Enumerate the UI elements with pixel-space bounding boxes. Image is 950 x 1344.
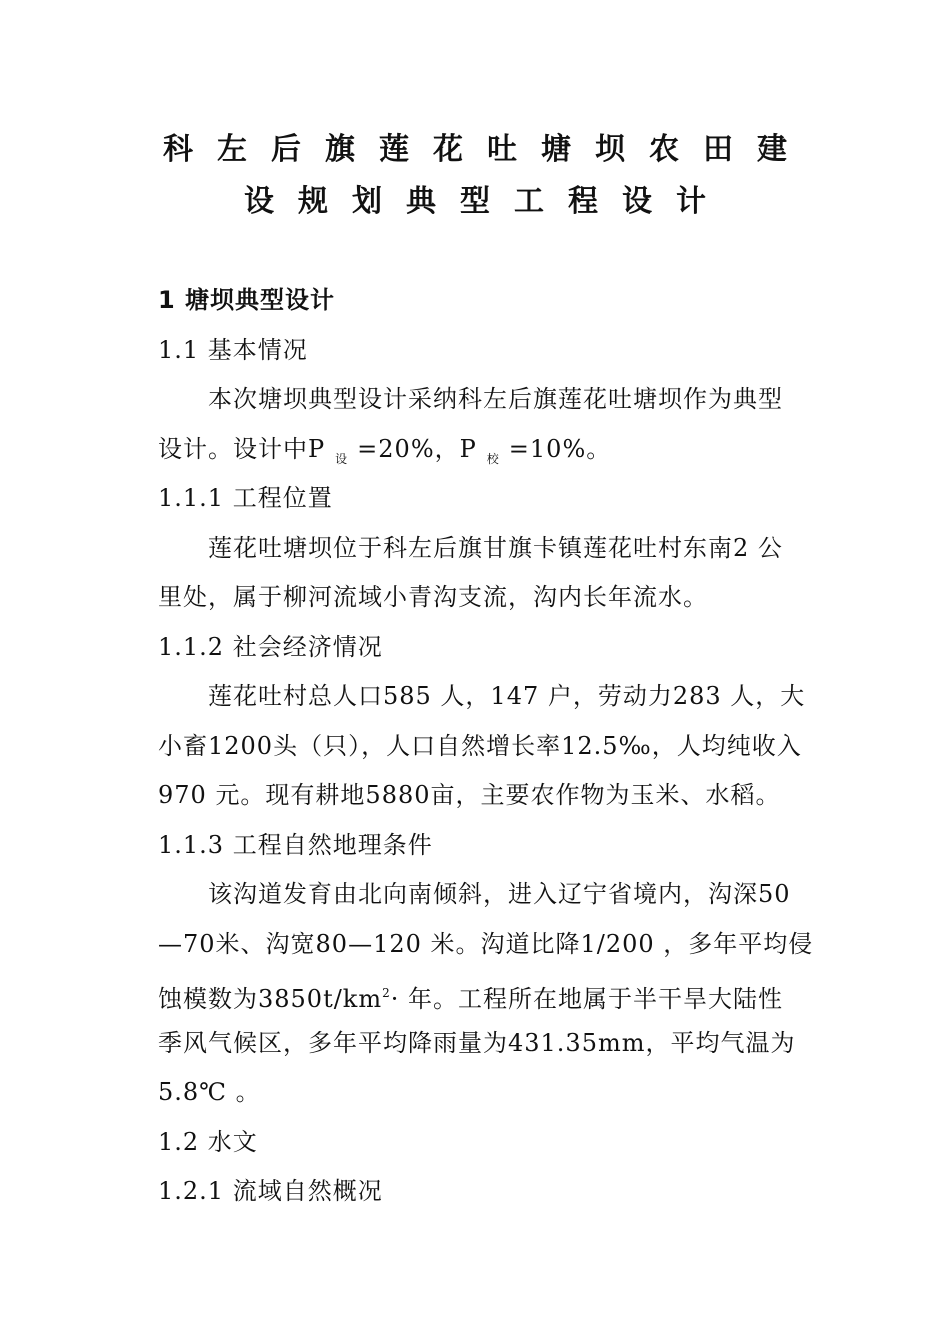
document-title-line-2: 设规划典型工程设计 [244,184,730,219]
paragraph-location-line-1: 莲花吐塘坝位于科左后旗甘旗卡镇莲花吐村东南2 公 [208,534,783,562]
paragraph-geography-line-1: 该沟道发育由北向南倾斜，进入辽宁省境内，沟深50 [208,880,791,908]
paragraph-geography-line-3 [158,976,783,1016]
design-text-b: =20%，P [357,435,477,463]
section-heading-1-1-3: 1.1.3 工程自然地理条件 [158,831,433,859]
paragraph-basic-line-2 [158,432,611,476]
section-heading-1-1-1: 1.1.1 工程位置 [158,484,333,512]
subscript-check: 校 [486,452,499,466]
paragraph-location-line-2: 里处，属于柳河流域小青沟支流，沟内长年流水。 [158,583,708,611]
section-heading-1-1-2: 1.1.2 社会经济情况 [158,633,383,661]
design-text-c: =10%。 [508,435,612,463]
erosion-text-b: · 年。工程所在地属于半干旱大陆性 [390,985,784,1013]
paragraph-geography-line-4: 季风气候区，多年平均降雨量为431.35mm，平均气温为 [158,1029,796,1057]
paragraph-geography-line-2: —70米、沟宽80—120 米。沟道比降1/200 ，多年平均侵 [158,930,814,958]
document-title-line-1: 科左后旗莲花吐塘坝农田建 [163,132,811,167]
section-heading-1-1: 1.1 基本情况 [158,336,308,364]
subscript-design: 设 [335,452,348,466]
paragraph-economy-line-2: 小畜1200头（只），人口自然增长率12.5‰，人均纯收入 [158,732,802,760]
paragraph-economy-line-3: 970 元。现有耕地5880亩，主要农作物为玉米、水稻。 [158,781,781,809]
paragraph-basic-line-1: 本次塘坝典型设计采纳科左后旗莲花吐塘坝作为典型 [208,385,783,413]
paragraph-geography-line-5: 5.8℃ 。 [158,1078,261,1106]
section-heading-1: 1 塘坝典型设计 [158,286,336,314]
superscript-squared: 2 [382,986,391,1000]
section-heading-1-2-1: 1.2.1 流域自然概况 [158,1177,383,1205]
erosion-text-a: 蚀模数为3850t/km [158,985,383,1013]
section-heading-1-2: 1.2 水文 [158,1128,258,1156]
design-text-a: 设计。设计中P [158,435,326,463]
paragraph-economy-line-1: 莲花吐村总人口585 人，147 户，劳动力283 人，大 [208,682,806,710]
